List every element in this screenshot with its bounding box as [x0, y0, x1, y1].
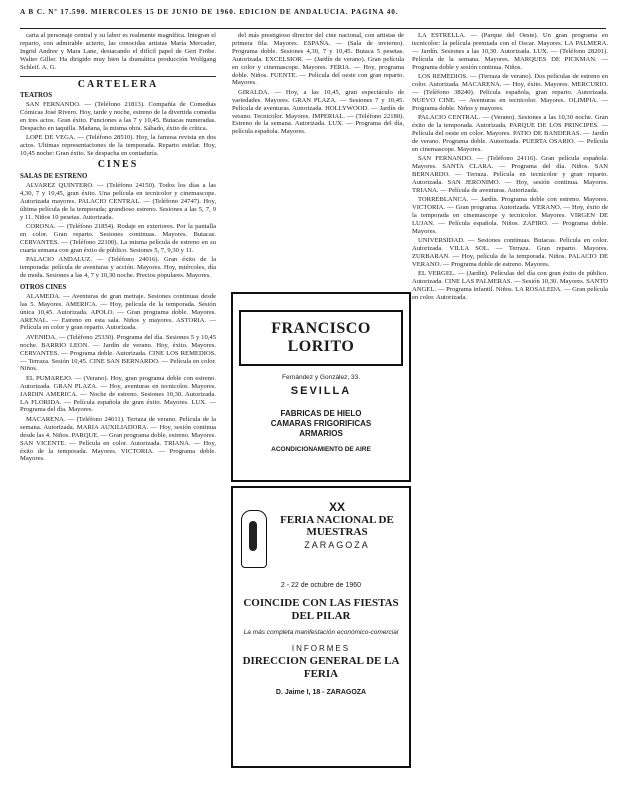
fair-logo-icon: [241, 510, 267, 568]
otros-text-3: EL PUMAREJO. — (Verano). Hoy, gran programa doble con estreno. Autorizada. GRAN PLAZA. — Hoy, aventuras en tecnicolor. Mayores. JARDIN AMERICA. — Noche de estreno. Sesiones 10,30. Autorizada. LA FLORIDA. — Película española de gran éxito. Mayores. LUX. — Programa del día. Mayores.: [20, 374, 216, 414]
column-3-text-1: LA ESTRELLA. — (Parque del Oeste). Un gran programa en tecnicolor: la película premiada con el Oscar. Mayores. LA PALMERA. — Jardín. Sesiones a las 10,30. Autorizada. LUX. — (Teléfono 28201). Película de la semana. Mayores. MARQUES DE PICKMAN. — Programa doble y sesión continua. Niños.: [412, 32, 608, 71]
advertisement-feria: [231, 486, 411, 768]
fair-name: FERIA NACIONAL DE MUESTRAS: [280, 514, 394, 538]
column-3-text-6: UNIVERSIDAD. — Sesiones continuas. Butacas. Película en color. Autorizada. VILLA SOL. — Terraza. Gran reparto. Mayores. ZURBARAN. — Hoy, película de la temporada. Niños. PALACIO DE VERANO. — Programa doble de estreno. Mayores.: [412, 237, 608, 268]
otros-text-4: MACARENA. — (Teléfono 24611). Terraza de verano. Película de la semana. Autorizada. MARIA AUXILIADORA. — Hoy, sesión continua desde las 4. Niños. PARQUE. — Gran programa doble, estreno. Mayores. SAN VICENTE. — Película en color. Autorizada. TRIANA. — Hoy, éxito de la temporada. Mayores. VICTORIA. — Programa doble. Mayores.: [20, 415, 216, 463]
advertisement-lorito: [231, 292, 411, 482]
fair-coincide: COINCIDE CON LAS FIESTAS DEL PILAR: [243, 597, 399, 622]
column-3-text-5: TORREBLANCA. — Jardín. Programa doble con estreno. Mayores. VICTORIA. — Gran programa. Autorizada. VERANO. — Hoy, éxito de la temporada en cinemascope y tecnicolor. Mayores. VIRGEN DE LUJAN. — Película española. Niños. ZAFIRO. — Programa doble. Mayores.: [412, 196, 608, 235]
column-3-text-3: PALACIO CENTRAL. — (Verano). Sesiones a las 10,30 noche. Gran éxito de la temporada. Autorizada. PARQUE DE LOS PRINCIPES. — Película del oeste en color. Mayores. PATIO DE BANDERAS. — Jardín de verano. Programa doble. Autorizada. PUERTA OSARIO. — Película en cinemascope. Mayores.: [412, 114, 608, 153]
fair-info-label: INFORMES: [291, 644, 351, 653]
otros-text: ALAMEDA. — Aventuras de gran metraje. Sesiones continuas desde las 5. Mayores. AMERICA. — Hoy, película de la temporada. Sesión única 10,45. Autorizada. APOLO. — Gran programa doble. Mayores. ARENAL. — Estreno en esta sala. Niños y mayores. ASTORIA. — Película en color y gran reparto. Autorizada.: [20, 292, 216, 332]
ad-line-1: FABRICAS DE HIELO: [280, 409, 362, 418]
ad-city: SEVILLA: [290, 385, 352, 397]
ad-line-2: CAMARAS FRIGORIFICAS: [270, 419, 372, 428]
column-2-text-2: GIRALDA. — Hoy, a las 10,45, gran espectáculo de variedades. Mayores. GRAN PLAZA. — Sesiones 7 y 10,45. Película de aventuras. Autorizada. HOLLYWOOD. — Jardín de verano. Tecnicolor. Mayores. IMPERIAL. — (Teléfono 22180). Estreno de la semana. Autorizada. LUX. — Programa del día, película española. Mayores.: [232, 88, 404, 136]
divider: [20, 76, 216, 77]
fair-header: [233, 488, 409, 572]
ad-line-3: ARMARIOS: [299, 429, 343, 438]
column-3-text-2: LOS REMEDIOS. — (Terraza de verano). Dos películas de estreno en color. Autorizada. MACARENA. — Hoy, éxito. Mayores. MERCURIO. — (Teléfono 38240). Película española, gran reparto. Autorizada. NUEVO CINE. — Aventuras en tecnicolor. Mayores. OLIMPIA. — Programa doble. Niños y mayores.: [412, 73, 608, 112]
fair-address: D. Jaime I, 18 - ZARAGOZA: [275, 689, 367, 696]
teatros-text: SAN FERNANDO. — (Teléfono 21813). Compañía de Comedias Cómicas José Rivero. Hoy, tarde y noche, estreno de la divertida comedia en tres actos. Gran éxito. Funciones a las 7 y 10,45. Butacas numeradas. Despacho en taquilla. Mañana, la misma obra. Sábado, éxito de crítica.: [20, 101, 216, 133]
cines-title: CINES: [97, 159, 139, 171]
teatros-heading: TEATROS: [20, 92, 52, 100]
teatros-text-2: LOPE DE VEGA. — (Teléfono 28510). Hoy, la famosa revista en dos actos. Ultimas representaciones de la temporada. Reparto estelar. Hoy, 10,45 noche: Gran éxito. Se despacha en contaduría.: [20, 134, 216, 158]
fair-title-block: [273, 500, 401, 550]
fair-edition: XX: [328, 500, 345, 514]
column-3-text-4: SAN FERNANDO. — (Teléfono 24116). Gran película española. Mayores. SANTA CLARA. — Programa del día. Niños. SAN BERNARDO. — Terraza. Película en tecnicolor y gran reparto. Autorizada. SAN JERONIMO. — Hoy, sesión continua. Mayores. TRIANA. — Película de aventuras. Autorizada.: [412, 155, 608, 194]
cartelera-title: CARTELERA: [77, 78, 159, 90]
estreno-text-3: PALACIO ANDALUZ. — (Teléfono 24016). Gran éxito de la temporada: película de aventuras y acción. Mayores. Hoy, miércoles, día de moda. Sesiones a las 4, 7 y 10,30 noche. Precios populares. Mayores.: [20, 256, 216, 279]
page-header: A B C. Nº 17.590. MIERCOLES 15 DE JUNIO DE 1960. EDICION DE ANDALUCIA. PAGINA 40.: [20, 6, 606, 29]
otros-text-2: AVENIDA. — (Teléfono 25330). Programa del día. Sesiones 5 y 10,45 noche. BARRIO LEON. — Jardín de verano. Hoy, éxito. Mayores. CERVANTES. — Programa doble. Autorizada. CINE LOS REMEDIOS. — Terraza. Sesión 10,45. CINE SAN BERNARDO. — Película en color. Niños.: [20, 333, 216, 373]
ad-address: Fernández y González, 33.: [281, 374, 361, 381]
estreno-heading: SALAS DE ESTRENO: [20, 173, 88, 181]
fair-dates: 2 - 22 de octubre de 1960: [280, 582, 362, 589]
column-3: [412, 32, 608, 777]
column-1: [20, 32, 216, 777]
fair-city: ZARAGOZA: [304, 540, 370, 550]
column-3-text-7: EL VERGEL. — (Jardín). Películas del día con gran éxito de público. Autorizada. CINE LAS PALMERAS. — Sesión 10,30. Mayores. SANTO ANGEL. — Programa infantil. Niños. LA ROSALEDA. — Gran película en color. Autorizada.: [412, 270, 608, 301]
ad-company-name: FRANCISCO LORITO: [239, 310, 403, 366]
column-2-text: del más prestigioso director del cine nacional, con artistas de primera fila. Mayores. ESPAÑA. — (Sala de invierno). Programa doble. Sesiones 4,30, 7 y 10,45. Butaca 5 pesetas. Autorizada. EXCELSIOR. — (Jardín de verano). Gran película en color y cinemascope. Mayores. FERIA. — Hoy, programa doble. Niños. FUENTE. — Película del oeste con gran reparto. Mayores.: [232, 32, 404, 87]
fair-direction: DIRECCION GENERAL DE LA FERIA: [242, 655, 400, 680]
estreno-text: ALVAREZ QUINTERO. — (Teléfono 24150). Todos los días a las 4,30, 7 y 10,45, gran éxito. Una película en tecnicolor y cinemascope. Autorizada mayores. PALACIO CENTRAL. — (Teléfono 24747). Hoy, última película de la temporada; grandioso estreno. Sesiones a las 5, 7, 9 y 11. Niños 10 pesetas. Autorizada.: [20, 182, 216, 221]
fair-subtitle: La más completa manifestación económico-comercial: [243, 629, 399, 636]
review-text: carta al personaje central y su labor es realmente magnífica. Integran el reparto, con admirable acierto, las conocidas artistas María Mercader, Ingrid Andree y Mara Lane, destacando el difícil papel de Gert Fröbe. Walter Giller. Ha dirigido muy bien la dramática producción Wolfgang Schleif. A. G.: [20, 32, 216, 71]
column-2: [232, 32, 404, 284]
otros-heading: OTROS CINES: [20, 283, 67, 291]
estreno-text-2: CORONA. — (Teléfono 21854). Rodaje en exteriores. Por la pantalla en color. Gran reparto. Sesiones continuas. Mayores. Butacas. CERVANTES. — (Teléfono 22100). La misma película de estreno en su cuarta semana con gran éxito de público. Sesiones 5, 7, 9,30 y 11.: [20, 223, 216, 254]
ad-footer: ACONDICIONAMIENTO DE AIRE: [271, 446, 371, 453]
